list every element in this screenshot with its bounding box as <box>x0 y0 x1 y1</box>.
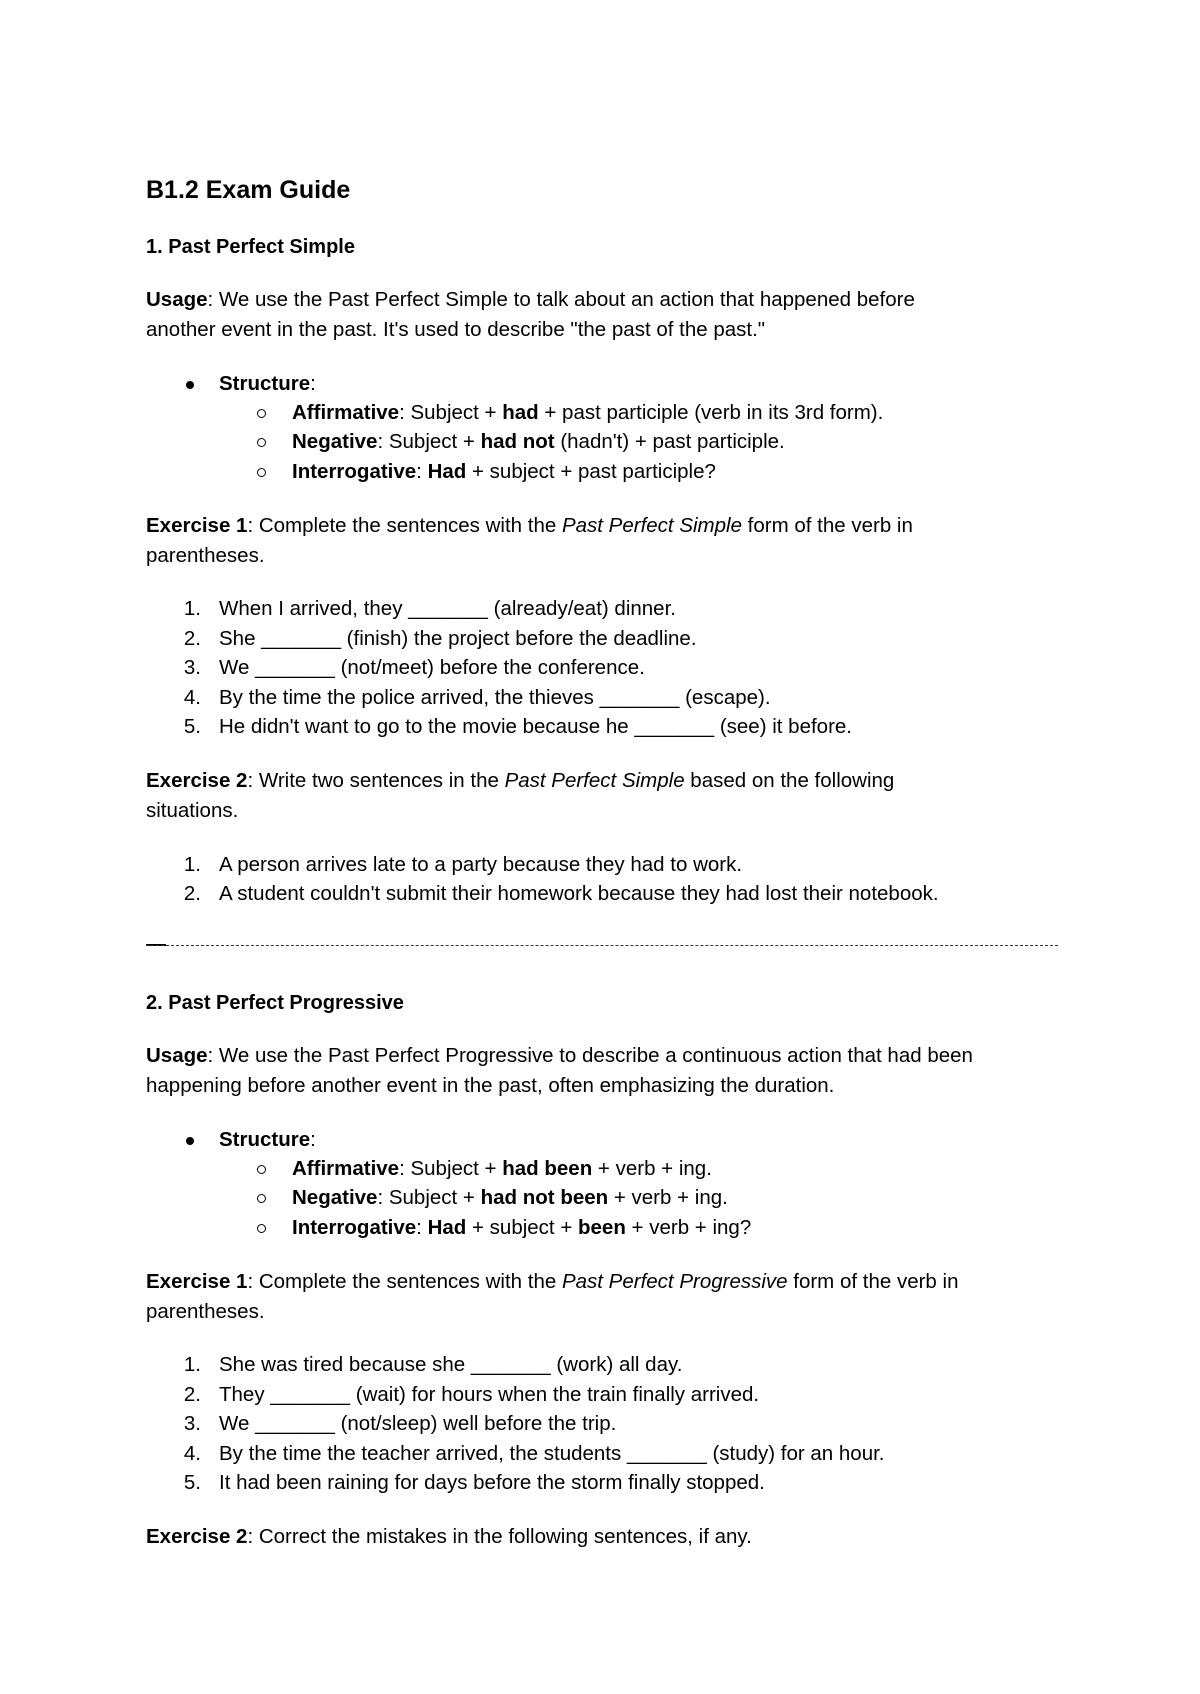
affirmative-label: Affirmative <box>292 401 400 424</box>
interrogative-mid: + subject + <box>466 1216 578 1239</box>
interrogative-post: + verb + ing? <box>625 1216 752 1239</box>
negative-post: + verb + ing. <box>608 1186 728 1209</box>
circle-bullet-icon <box>257 1165 266 1174</box>
section-1-usage-line-2: another event in the past. It's used to describe "the past of the past." <box>146 318 766 341</box>
exercise-pre: : Complete the sentences with the <box>247 1270 562 1293</box>
section-divider <box>146 945 1058 946</box>
list-number: 2. <box>183 1383 201 1406</box>
section-2-interrogative <box>292 1218 751 1239</box>
affirmative-pre: : Subject + <box>399 1157 503 1180</box>
structure-colon: : <box>310 372 316 395</box>
interrogative-label: Interrogative <box>292 1216 417 1239</box>
interrogative-pre: : <box>416 460 428 483</box>
section-2-affirmative <box>292 1159 712 1180</box>
negative-key: had not <box>480 430 555 453</box>
structure-colon: : <box>310 1128 316 1151</box>
structure-label: Structure <box>219 1128 311 1151</box>
list-number: 1. <box>183 1353 201 1376</box>
section-1-heading: 1. Past Perfect Simple <box>146 236 355 258</box>
section-1-exercise-2-instructions <box>146 771 894 792</box>
list-number: 5. <box>183 715 201 738</box>
usage-text: : We use the Past Perfect Simple to talk about an action that happened before <box>207 288 915 311</box>
affirmative-post: + past participle (verb in its 3rd form). <box>538 401 884 424</box>
list-number: 4. <box>183 686 201 709</box>
list-item: It had been raining for days before the storm finally stopped. <box>219 1471 765 1494</box>
section-2-usage-line-1 <box>146 1046 973 1067</box>
section-2-usage-line-2: happening before another event in the past, often emphasizing the duration. <box>146 1074 835 1097</box>
exercise-pre: : Complete the sentences with the <box>247 514 562 537</box>
list-item: A student couldn't submit their homework because they had lost their notebook. <box>219 882 939 905</box>
list-item: By the time the teacher arrived, the students _______ (study) for an hour. <box>219 1442 885 1465</box>
negative-pre: : Subject + <box>377 1186 481 1209</box>
affirmative-key: had been <box>502 1157 593 1180</box>
list-number: 1. <box>183 853 201 876</box>
list-item: A person arrives late to a party because they had to work. <box>219 853 743 876</box>
usage-label: Usage <box>146 1044 208 1067</box>
structure-label: Structure <box>219 372 311 395</box>
section-2-exercise-1-instructions <box>146 1272 958 1293</box>
interrogative-key: Had <box>427 460 467 483</box>
circle-bullet-icon <box>257 468 266 477</box>
list-item: She was tired because she _______ (work) all day. <box>219 1353 683 1376</box>
circle-bullet-icon <box>257 409 266 418</box>
circle-bullet-icon <box>257 438 266 447</box>
section-2-exercise-1-instructions-line-2: parentheses. <box>146 1300 265 1323</box>
interrogative-key: Had <box>427 1216 467 1239</box>
list-item: We _______ (not/meet) before the conference. <box>219 656 645 679</box>
negative-pre: : Subject + <box>377 430 481 453</box>
section-1-usage-line-1 <box>146 290 915 311</box>
list-item: He didn't want to go to the movie because he _______ (see) it before. <box>219 715 852 738</box>
usage-label: Usage <box>146 288 208 311</box>
page-title: B1.2 Exam Guide <box>146 176 351 204</box>
section-1-affirmative <box>292 403 883 424</box>
section-2-structure <box>219 1130 316 1151</box>
exercise-post: form of the verb in <box>741 514 913 537</box>
section-1-interrogative <box>292 462 716 483</box>
bullet-icon <box>186 1137 194 1145</box>
exercise-label: Exercise 1 <box>146 514 248 537</box>
section-2-exercise-2-instructions <box>146 1527 752 1548</box>
negative-key: had not been <box>480 1186 609 1209</box>
exercise-pre: : Write two sentences in the <box>247 769 505 792</box>
list-item: By the time the police arrived, the thieves _______ (escape). <box>219 686 771 709</box>
list-number: 2. <box>183 627 201 650</box>
list-item: They _______ (wait) for hours when the train finally arrived. <box>219 1383 760 1406</box>
list-number: 4. <box>183 1442 201 1465</box>
exercise-tense: Past Perfect Simple <box>504 769 685 792</box>
list-number: 5. <box>183 1471 201 1494</box>
section-1-structure <box>219 374 316 395</box>
section-2-negative <box>292 1188 728 1209</box>
list-item: We _______ (not/sleep) well before the trip. <box>219 1412 617 1435</box>
list-number: 2. <box>183 882 201 905</box>
usage-text: : We use the Past Perfect Progressive to describe a continuous action that had been <box>207 1044 973 1067</box>
negative-label: Negative <box>292 430 378 453</box>
affirmative-pre: : Subject + <box>399 401 503 424</box>
exercise-tense: Past Perfect Simple <box>561 514 742 537</box>
circle-bullet-icon <box>257 1194 266 1203</box>
section-1-exercise-2-instructions-line-2: situations. <box>146 799 239 822</box>
negative-label: Negative <box>292 1186 378 1209</box>
circle-bullet-icon <box>257 1224 266 1233</box>
exercise-label: Exercise 2 <box>146 1525 248 1548</box>
section-1-exercise-1-instructions-line-2: parentheses. <box>146 544 265 567</box>
section-1-negative <box>292 432 785 453</box>
exercise-post: based on the following <box>684 769 895 792</box>
list-number: 1. <box>183 597 201 620</box>
negative-post: (hadn't) + past participle. <box>554 430 785 453</box>
list-number: 3. <box>183 1412 201 1435</box>
list-number: 3. <box>183 656 201 679</box>
interrogative-post: + subject + past participle? <box>466 460 716 483</box>
exercise-label: Exercise 2 <box>146 769 248 792</box>
interrogative-pre: : <box>416 1216 428 1239</box>
affirmative-label: Affirmative <box>292 1157 400 1180</box>
exercise-label: Exercise 1 <box>146 1270 248 1293</box>
section-2-heading: 2. Past Perfect Progressive <box>146 992 404 1014</box>
section-1-exercise-1-instructions <box>146 516 913 537</box>
interrogative-key-2: been <box>578 1216 626 1239</box>
affirmative-key: had <box>502 401 539 424</box>
exercise-post: form of the verb in <box>787 1270 959 1293</box>
list-item: When I arrived, they _______ (already/eat) dinner. <box>219 597 676 620</box>
bullet-icon <box>186 381 194 389</box>
list-item: She _______ (finish) the project before the deadline. <box>219 627 697 650</box>
exercise-post: : Correct the mistakes in the following sentences, if any. <box>247 1525 752 1548</box>
interrogative-label: Interrogative <box>292 460 417 483</box>
affirmative-post: + verb + ing. <box>592 1157 712 1180</box>
exercise-tense: Past Perfect Progressive <box>561 1270 788 1293</box>
